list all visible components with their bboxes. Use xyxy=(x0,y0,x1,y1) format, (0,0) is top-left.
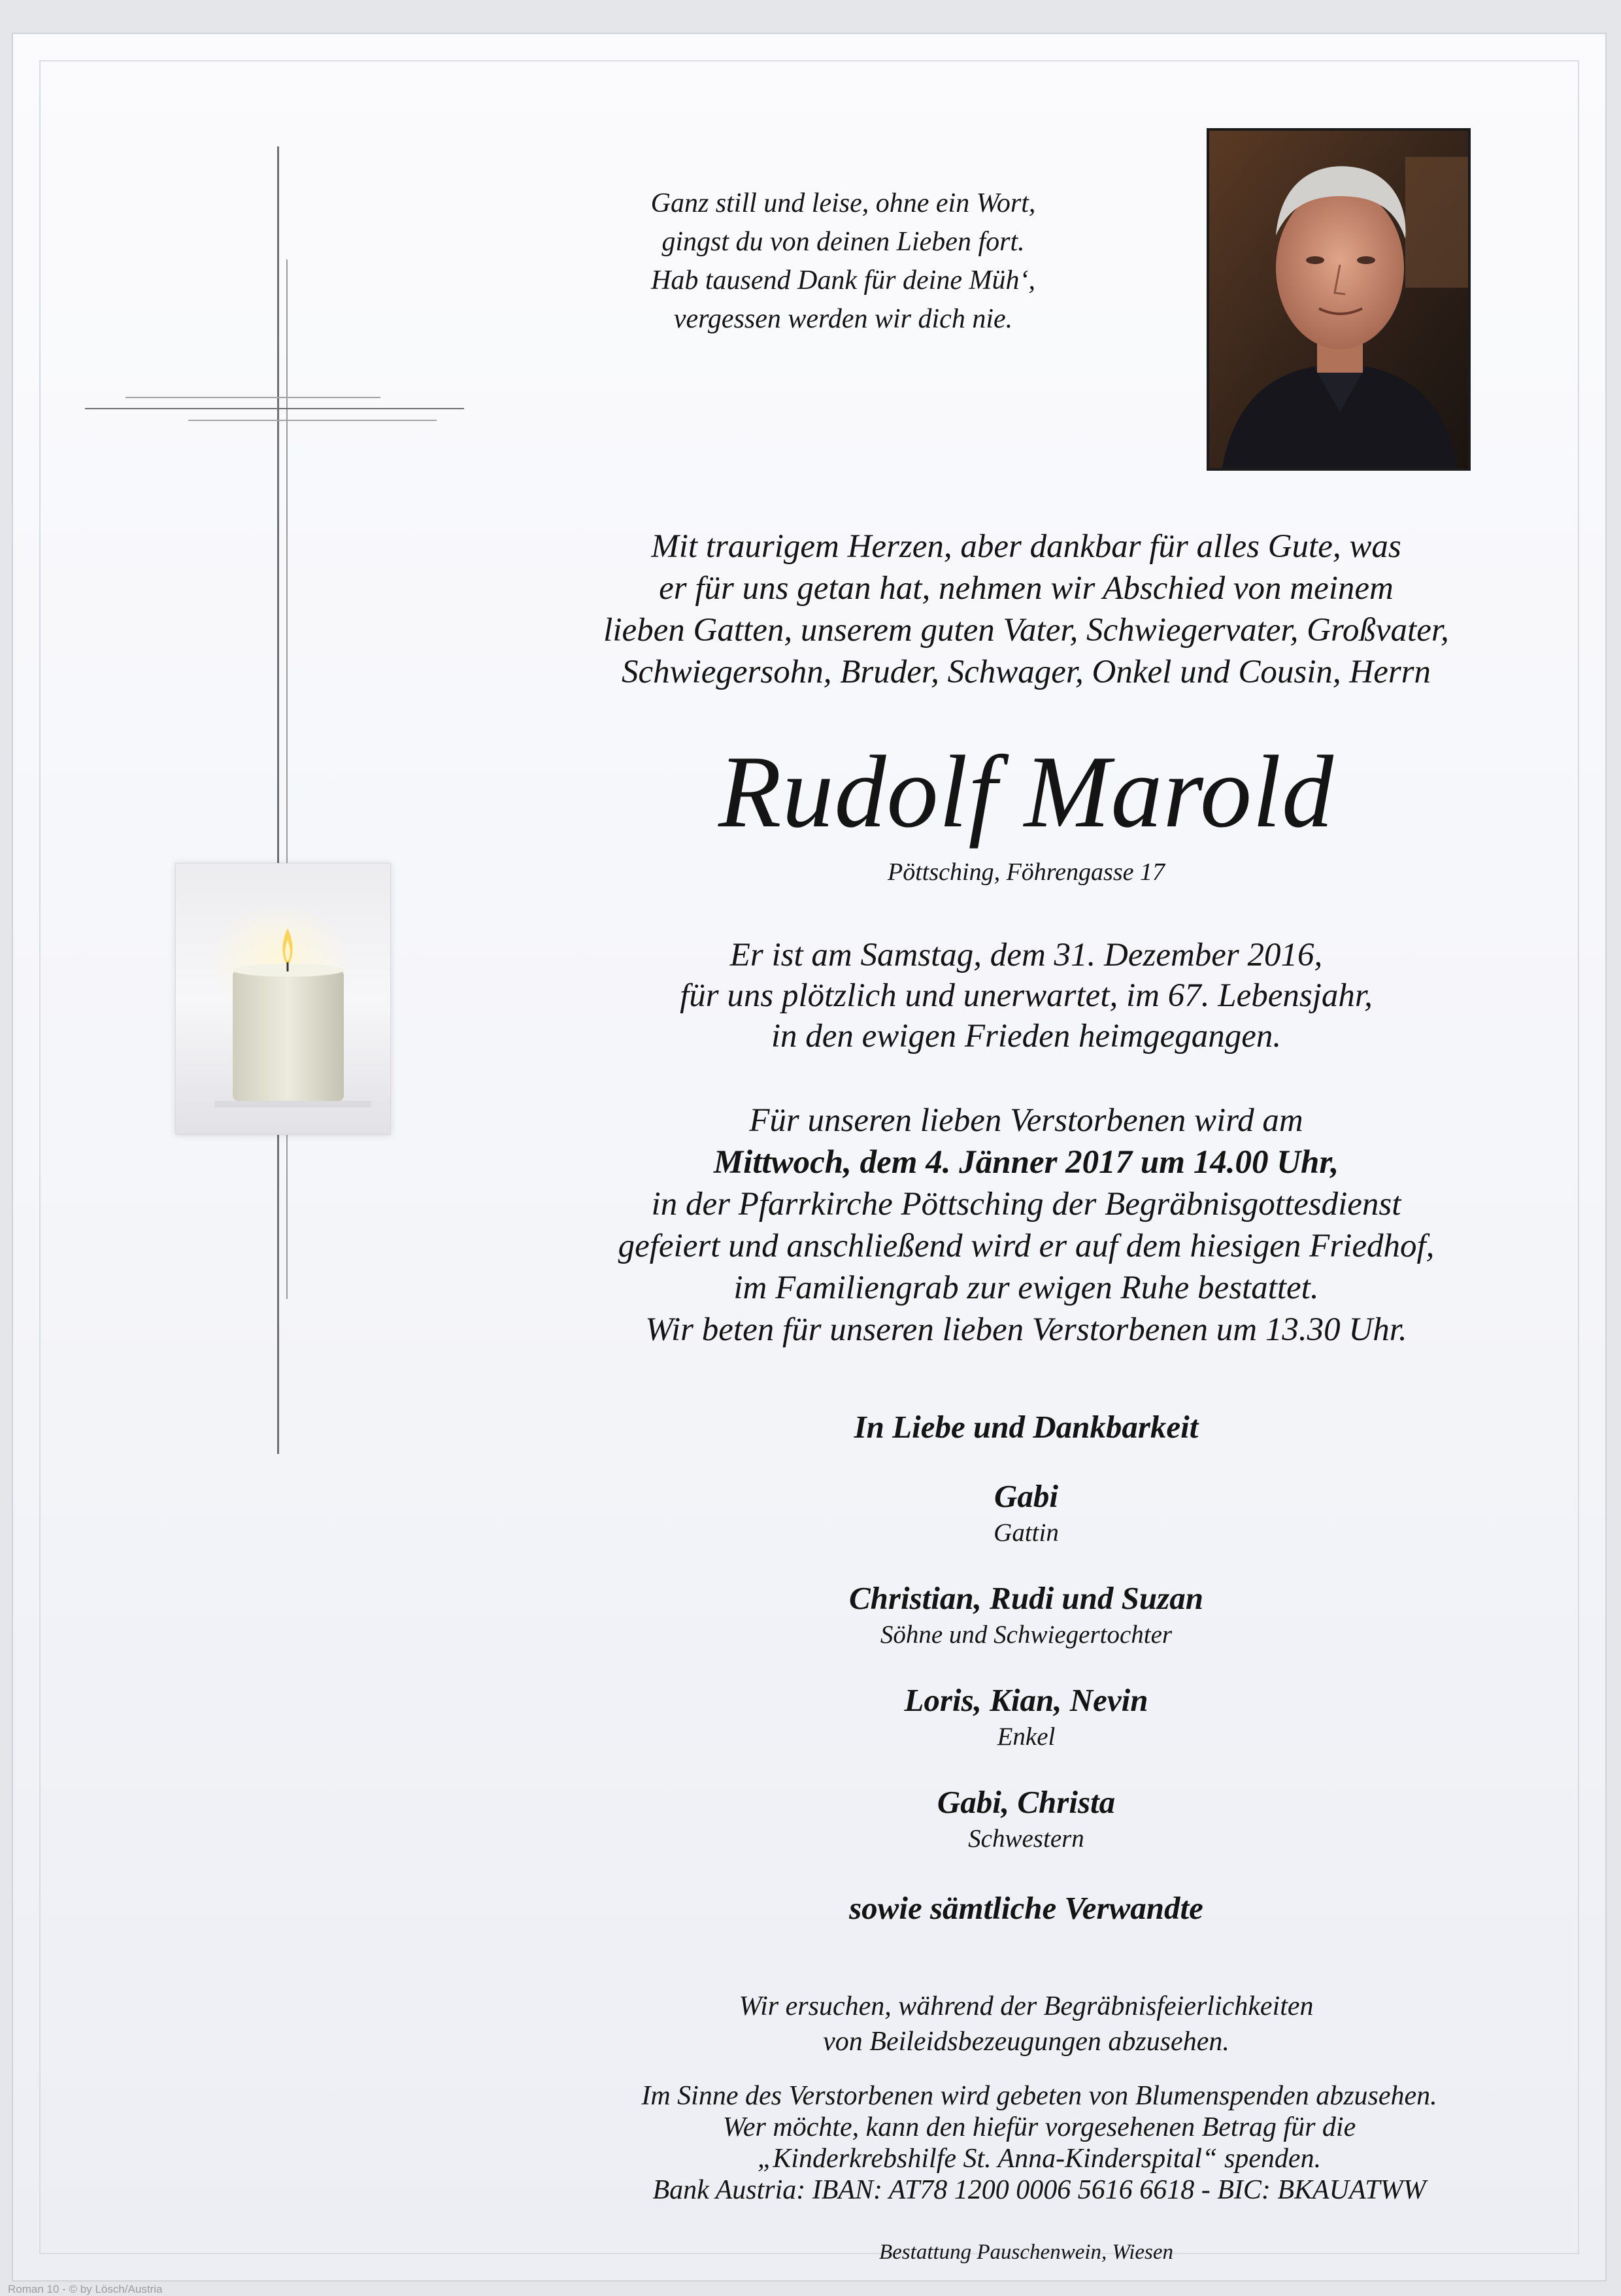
obituary-page xyxy=(12,33,1607,2282)
service-line: im Familiengrab zur ewigen Ruhe bestattet. xyxy=(733,1270,1319,1306)
mourner-group xyxy=(601,1578,1451,1651)
mourner-group xyxy=(601,1782,1451,1855)
donation-line: „Kinderkrebshilfe St. Anna-Kinderspital“ spenden. xyxy=(757,2144,1322,2174)
mourners-heading: In Liebe und Dankbarkeit xyxy=(854,1409,1199,1445)
intro-text xyxy=(471,526,1582,693)
funeral-home: Bestattung Pauschenwein, Wiesen xyxy=(879,2240,1173,2264)
mourners-footer: sowie sämtliche Verwandte xyxy=(849,1890,1203,1926)
mourner-group xyxy=(601,1476,1451,1549)
mourner-names: Gabi, Christa xyxy=(937,1784,1116,1820)
donation-line: Wer möchte, kann den hiefür vorgesehenen Betrag für die xyxy=(722,2112,1356,2142)
death-line: für uns plötzlich und unerwartet, im 67. Lebensjahr, xyxy=(680,977,1373,1014)
donation-bank-line: Bank Austria: IBAN: AT78 1200 0006 5616 6618 - BIC: BKAUATWW xyxy=(652,2175,1426,2205)
service-line: in der Pfarrkirche Pöttsching der Begräbnisgottesdienst xyxy=(651,1186,1401,1223)
closing-line: Wir ersuchen, während der Begräbnisfeierlichkeiten xyxy=(739,1991,1314,2021)
service-line: Für unseren lieben Verstorbenen wird am xyxy=(749,1102,1303,1139)
service-date-time: Mittwoch, dem 4. Jänner 2017 um 14.00 Uhr, xyxy=(713,1144,1339,1181)
service-info xyxy=(471,1100,1582,1351)
poem-line: gingst du von deinen Lieben fort. xyxy=(661,227,1025,257)
closing-line: von Beileidsbezeugungen abzusehen. xyxy=(823,2027,1229,2057)
footer-credit: Roman 10 - © by Lösch/Austria xyxy=(8,2283,163,2295)
portrait-photo xyxy=(1207,128,1471,471)
intro-line: Schwiegersohn, Bruder, Schwager, Onkel und Cousin, Herrn xyxy=(621,654,1431,690)
death-line: Er ist am Samstag, dem 31. Dezember 2016, xyxy=(729,937,1323,973)
poem-line: vergessen werden wir dich nie. xyxy=(673,304,1013,334)
deceased-name: Rudolf Marold xyxy=(718,735,1334,849)
intro-line: er für uns getan hat, nehmen wir Abschied von meinem xyxy=(659,570,1394,607)
poem-line: Ganz still und leise, ohne ein Wort, xyxy=(650,188,1036,218)
intro-line: Mit traurigem Herzen, aber dankbar für alles Gute, was xyxy=(651,528,1401,565)
mourners-list xyxy=(601,1407,1451,1929)
service-line: gefeiert und anschließend wird er auf dem hiesigen Friedhof, xyxy=(618,1228,1435,1264)
death-line: in den ewigen Frieden heimgegangen. xyxy=(771,1018,1282,1055)
poem-line: Hab tausend Dank für deine Müh‘, xyxy=(651,265,1035,295)
mourner-role: Schwestern xyxy=(968,1825,1084,1853)
mourner-names: Christian, Rudi und Suzan xyxy=(848,1580,1204,1616)
mourner-names: Loris, Kian, Nevin xyxy=(904,1682,1148,1718)
mourner-role: Söhne und Schwiegertochter xyxy=(880,1621,1173,1649)
service-line: Wir beten für unseren lieben Verstorbenen um 13.30 Uhr. xyxy=(645,1311,1407,1348)
mourner-role: Enkel xyxy=(997,1723,1056,1751)
closing-request xyxy=(523,1989,1529,2059)
donation-info xyxy=(510,2080,1569,2206)
intro-line: lieben Gatten, unserem guten Vater, Schwiegervater, Großvater, xyxy=(603,612,1449,649)
mourner-names: Gabi xyxy=(994,1478,1058,1514)
death-notice xyxy=(569,935,1484,1056)
mourner-role: Gattin xyxy=(994,1519,1059,1547)
donation-line: Im Sinne des Verstorbenen wird gebeten von Blumenspenden abzusehen. xyxy=(641,2081,1437,2111)
poem xyxy=(523,184,1163,339)
mourner-group xyxy=(601,1680,1451,1753)
candle-image xyxy=(175,863,391,1135)
deceased-address: Pöttsching, Föhrengasse 17 xyxy=(888,858,1165,886)
